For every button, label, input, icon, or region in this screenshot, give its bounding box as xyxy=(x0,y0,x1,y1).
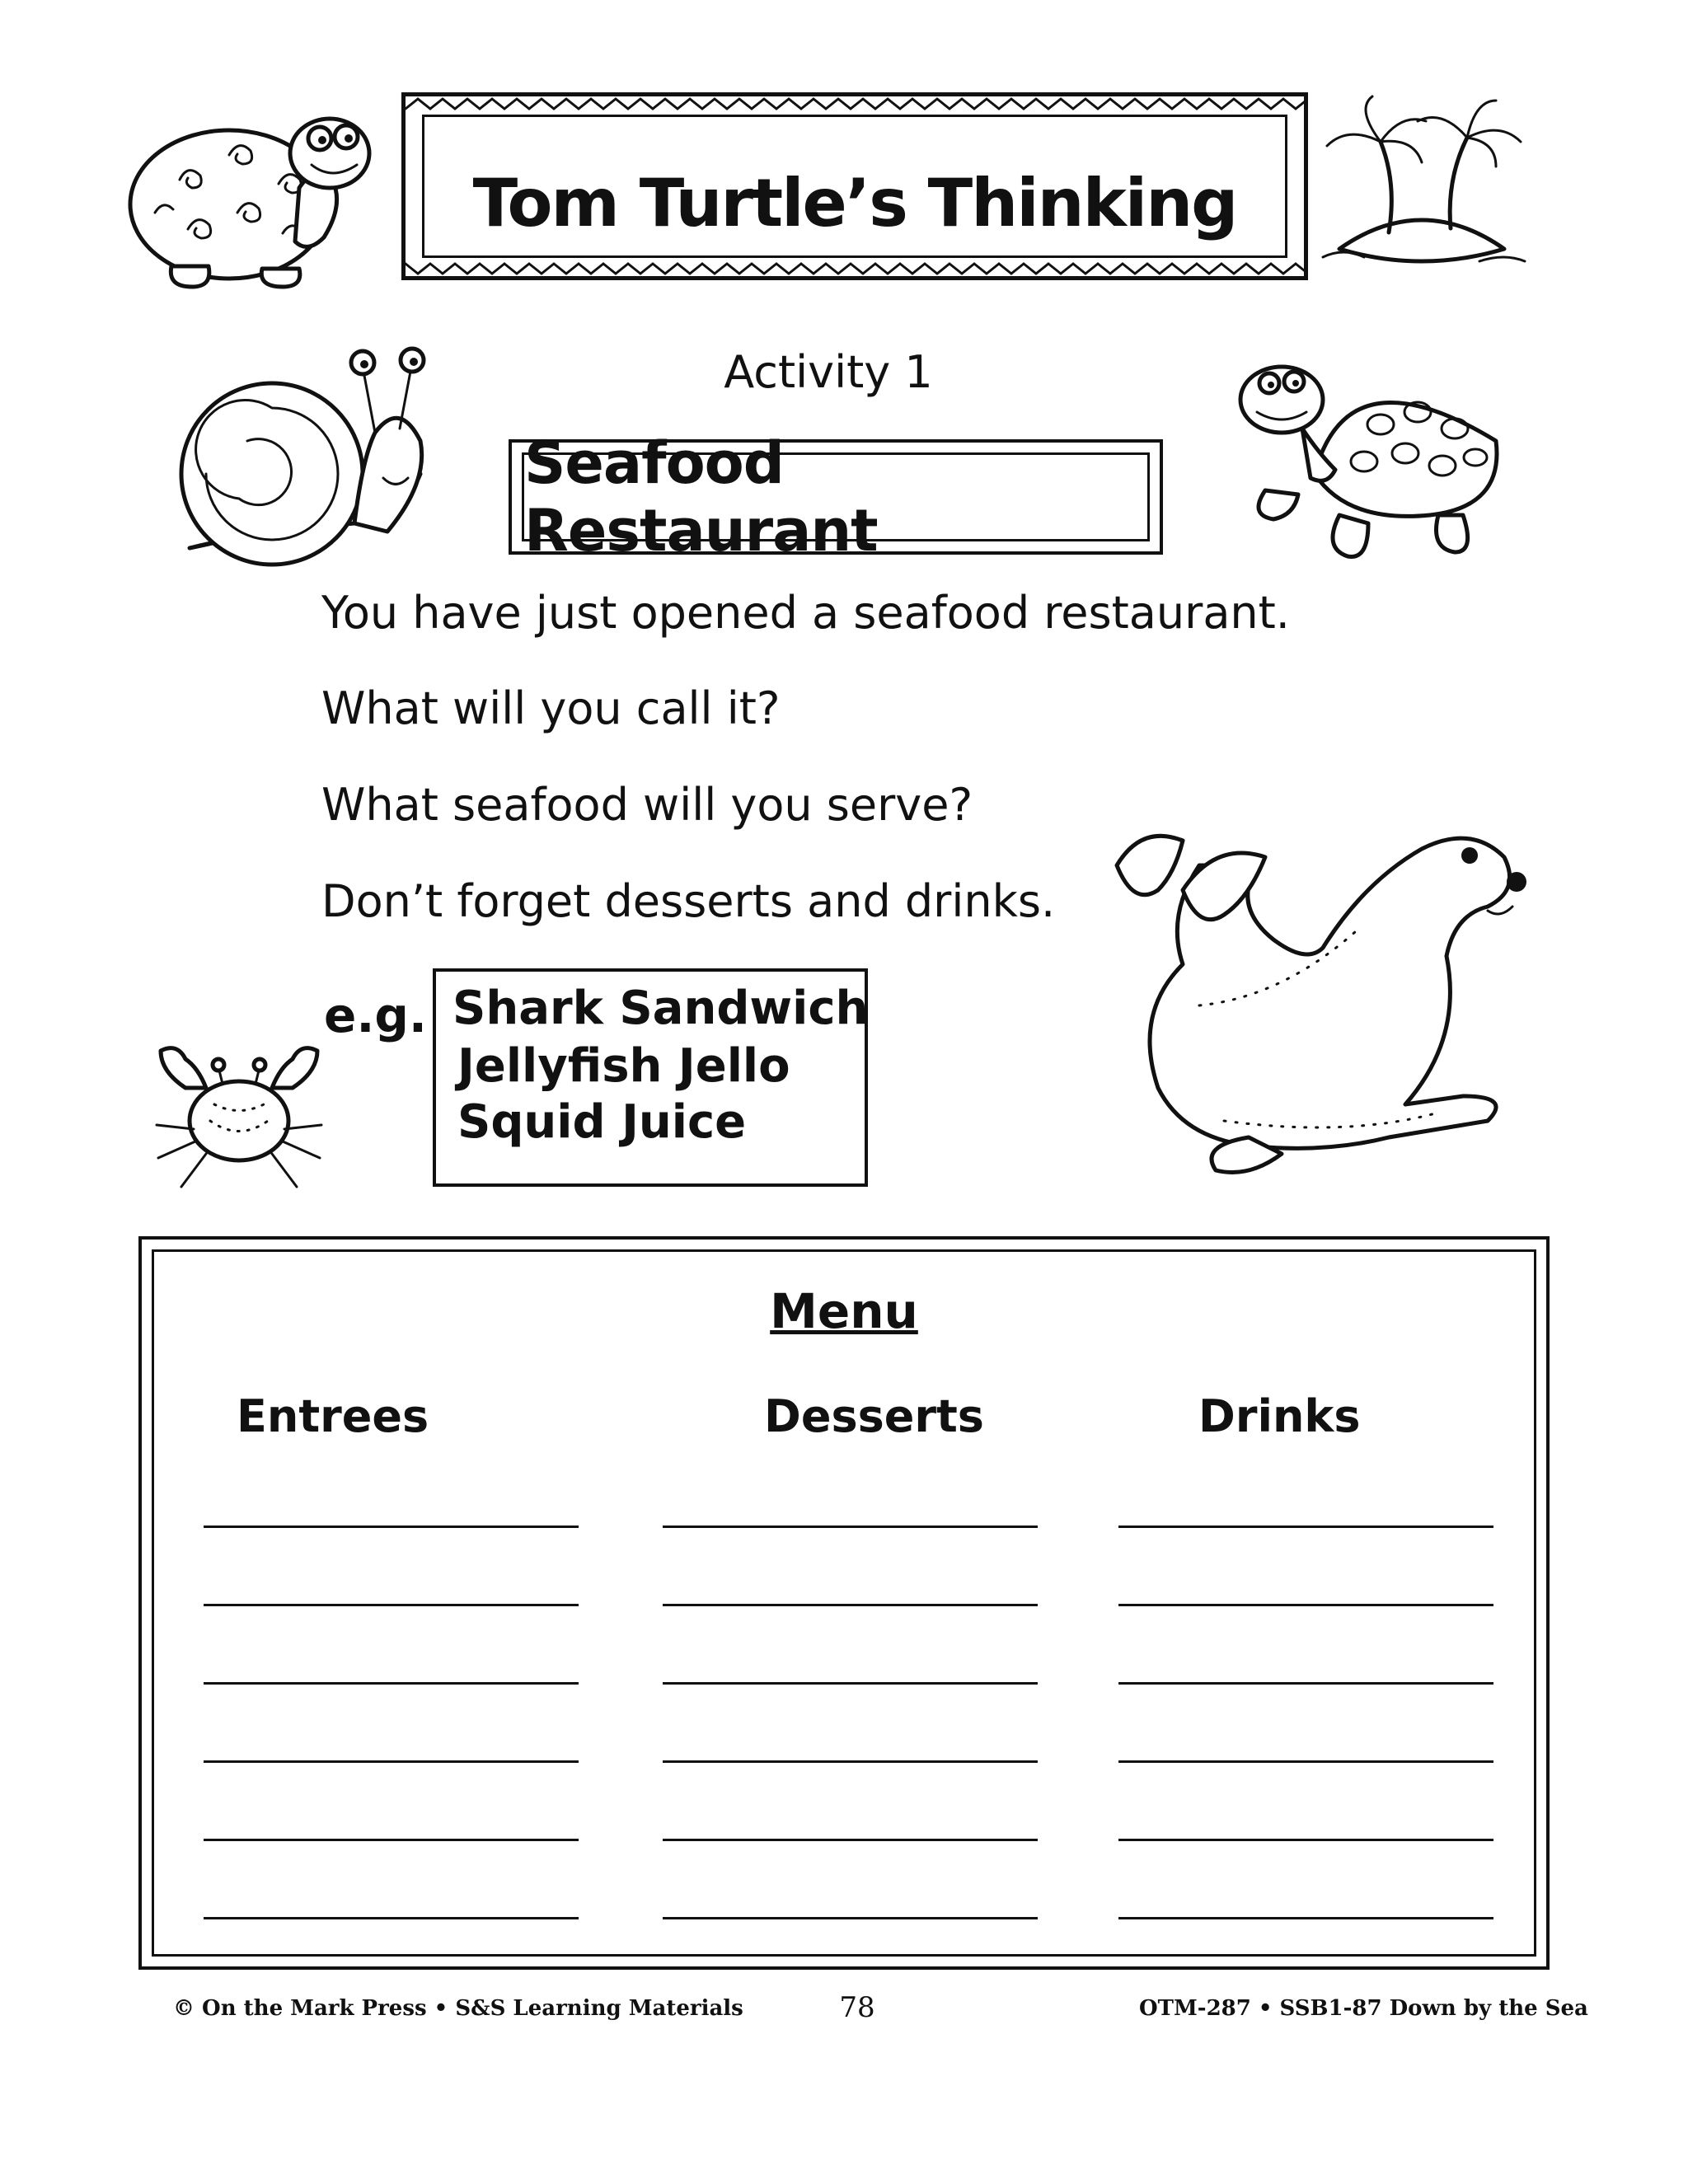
activity-label: Activity 1 xyxy=(724,346,933,398)
dessert-write-line[interactable] xyxy=(663,1839,1038,1841)
entree-write-line[interactable] xyxy=(204,1760,579,1763)
example-item: Squid Juice xyxy=(457,1095,747,1149)
drink-write-line[interactable] xyxy=(1118,1917,1493,1919)
turtle-icon xyxy=(122,89,386,295)
example-box xyxy=(433,968,868,1187)
seal-icon xyxy=(1100,816,1545,1195)
snail-icon xyxy=(157,334,437,573)
turtle-icon xyxy=(1232,350,1512,573)
dessert-write-line[interactable] xyxy=(663,1604,1038,1606)
drink-write-line[interactable] xyxy=(1118,1526,1493,1528)
column-header-desserts: Desserts xyxy=(764,1390,984,1442)
instruction-line: What will you call it? xyxy=(321,682,781,734)
drink-write-line[interactable] xyxy=(1118,1604,1493,1606)
dessert-write-line[interactable] xyxy=(663,1760,1038,1763)
footer-publisher: © On the Mark Press • S&S Learning Materials xyxy=(173,1996,743,2021)
dessert-write-line[interactable] xyxy=(663,1917,1038,1919)
entree-write-line[interactable] xyxy=(204,1839,579,1841)
dessert-write-line[interactable] xyxy=(663,1526,1038,1528)
entree-write-line[interactable] xyxy=(204,1682,579,1685)
entree-write-line[interactable] xyxy=(204,1526,579,1528)
instruction-line: Don’t forget desserts and drinks. xyxy=(321,875,1056,927)
palm-island-icon xyxy=(1315,92,1537,282)
title-banner-frame xyxy=(422,115,1287,258)
example-item: Jellyfish Jello xyxy=(457,1039,790,1093)
example-item: Shark Sandwich xyxy=(452,982,869,1035)
column-header-entrees: Entrees xyxy=(237,1390,429,1442)
footer-product-code: OTM-287 • SSB1-87 Down by the Sea xyxy=(1139,1996,1588,2021)
page-title: Tom Turtle’s Thinking xyxy=(472,165,1237,241)
drink-write-line[interactable] xyxy=(1118,1682,1493,1685)
instruction-line: You have just opened a seafood restaurant. xyxy=(321,587,1290,639)
menu-title: Menu xyxy=(770,1283,918,1339)
dessert-write-line[interactable] xyxy=(663,1682,1038,1685)
menu-box xyxy=(138,1236,1550,1970)
entree-write-line[interactable] xyxy=(204,1917,579,1919)
crab-icon xyxy=(144,1038,334,1195)
entree-write-line[interactable] xyxy=(204,1604,579,1606)
drink-write-line[interactable] xyxy=(1118,1839,1493,1841)
page-number: 78 xyxy=(839,1991,875,2024)
drink-write-line[interactable] xyxy=(1118,1760,1493,1763)
title-banner xyxy=(401,92,1308,280)
section-title: Seafood Restaurant xyxy=(524,429,878,565)
example-label: e.g. xyxy=(324,987,427,1043)
subtitle-box xyxy=(509,429,1163,565)
instruction-line: What seafood will you serve? xyxy=(321,779,973,831)
column-header-drinks: Drinks xyxy=(1198,1390,1361,1442)
